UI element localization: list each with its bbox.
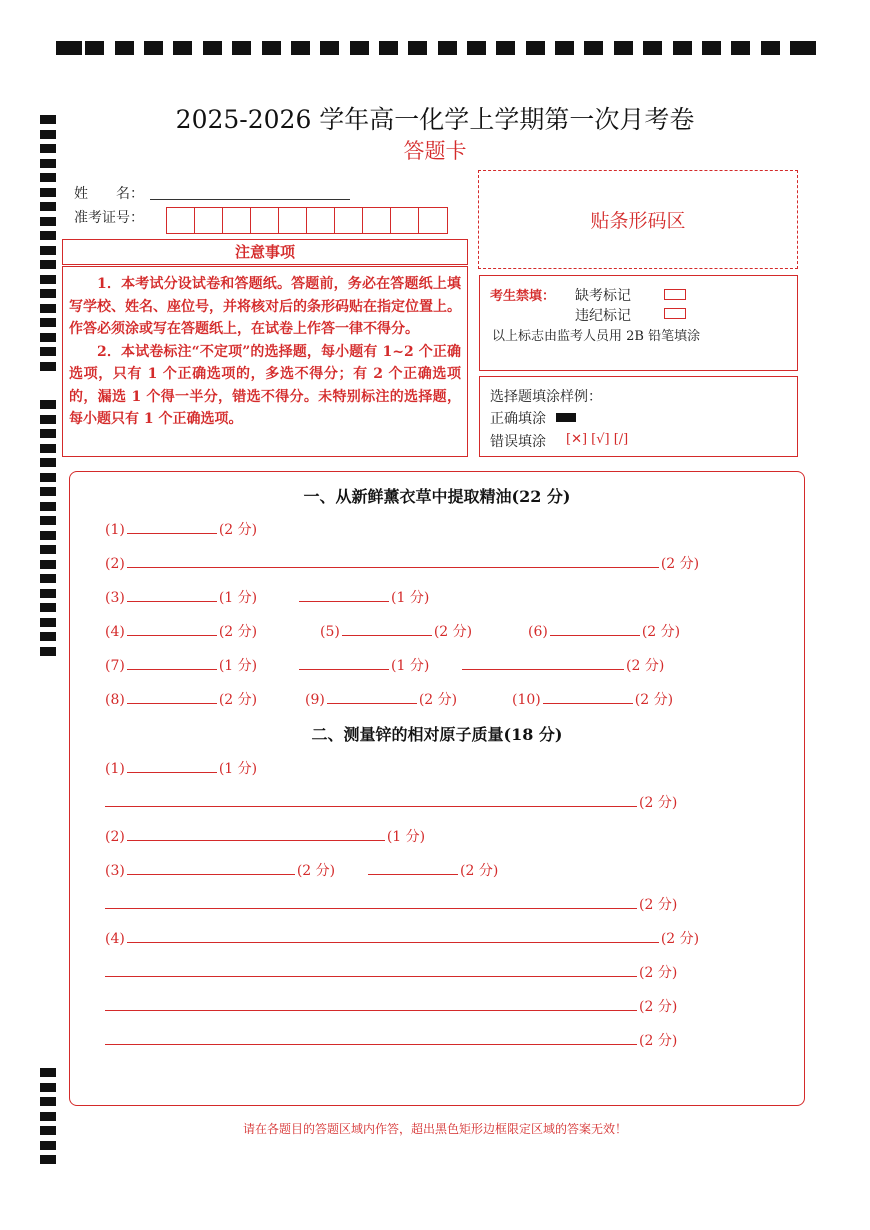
timing-mark [40,415,56,424]
timing-mark [85,41,104,55]
answer-blank[interactable] [127,519,217,534]
score-label: (2 分) [418,692,458,708]
score-label: (2 分) [460,863,499,879]
violation-mark-box[interactable] [664,308,686,319]
s1-row-2 [105,553,699,573]
timing-mark [173,41,192,55]
fill-example-box [479,376,798,457]
notice-body [62,266,468,457]
answer-blank[interactable] [127,655,217,670]
timing-mark [40,429,56,438]
timing-mark [614,41,633,55]
absent-mark-box[interactable] [664,289,686,300]
answer-blank[interactable] [368,860,458,875]
timing-mark [40,347,56,356]
section-2-title: 二、测量锌的相对原子质量(18 分) [311,725,563,744]
timing-mark [40,589,56,598]
timing-mark [40,487,56,496]
s2-row-3c [105,894,677,914]
score-label: (1 分) [391,590,430,606]
question-number: (5) [320,624,340,640]
timing-mark [40,516,56,525]
id-digit-box[interactable] [223,208,251,233]
question-number: (1) [105,522,125,538]
answer-blank[interactable] [127,928,659,943]
timing-mark [40,545,56,554]
timing-mark [232,41,251,55]
timing-mark [761,41,780,55]
id-digit-box[interactable] [335,208,363,233]
timing-mark [496,41,515,55]
s2-row-3 [105,860,335,880]
timing-mark [40,502,56,511]
barcode-area [478,170,798,269]
s1-row-9 [305,689,457,709]
timing-mark [40,1083,56,1092]
timing-mark [40,473,56,482]
timing-mark [40,632,56,641]
timing-mark [526,41,545,55]
correct-fill-mark [556,413,576,422]
timing-mark [40,444,56,453]
answer-blank[interactable] [299,587,389,602]
timing-mark [673,41,692,55]
s2-row-4b [105,962,677,982]
timing-mark [40,333,56,342]
timing-mark [40,318,56,327]
timing-mark [40,202,56,211]
score-label: (1 分) [391,658,430,674]
timing-mark [40,603,56,612]
score-label: (2 分) [218,692,258,708]
s2-row-2 [105,826,425,846]
score-label: (2 分) [634,692,674,708]
question-number: (8) [105,692,125,708]
proctor-marks-box [479,275,798,371]
violation-label: 违纪标记 [575,308,631,324]
answer-blank[interactable] [327,689,417,704]
answer-blank[interactable] [127,826,385,841]
proctor-note: 以上标志由监考人员用 2B 铅笔填涂 [492,329,701,344]
s2-row-4c [105,996,677,1016]
timing-mark [40,173,56,182]
answer-blank[interactable] [550,621,640,636]
timing-mark [555,41,574,55]
answer-blank[interactable] [127,621,217,636]
answer-blank[interactable] [299,655,389,670]
timing-mark [584,41,603,55]
timing-mark [40,1141,56,1150]
timing-mark [40,400,56,409]
question-number: (2) [105,556,125,572]
s1-row-7c [460,655,664,675]
timing-mark [144,41,163,55]
name-field[interactable] [150,183,350,200]
score-label: (2 分) [296,863,336,879]
notice-item-2: 2．本试卷标注“不定项”的选择题，每小题有 1~2 个正确选项，只有 1 个正确选项的，多选不得分；有 2 个正确选项的，漏选 1 个得一半分，错选不得分。未特别标注的选择题，每小题只有 1 个正确选项。 [69,343,461,427]
timing-mark [438,41,457,55]
score-label: (1 分) [386,829,426,845]
question-number: (4) [105,624,125,640]
s1-row-3 [105,587,257,607]
score-label: (2 分) [639,999,678,1015]
s1-row-10 [512,689,673,709]
timing-mark [40,458,56,467]
s2-row-4d [105,1030,677,1050]
answer-blank[interactable] [543,689,633,704]
score-label: (2 分) [641,624,681,640]
s2-row-4 [105,928,699,948]
id-digit-box[interactable] [391,208,419,233]
answer-blank[interactable] [105,962,637,977]
s1-row-7 [105,655,257,675]
timing-mark [40,260,56,269]
barcode-area-label: 贴条形码区 [590,210,686,232]
timing-mark [379,41,398,55]
id-digit-box[interactable] [195,208,223,233]
timing-mark [40,531,56,540]
s2-row-3b [366,860,498,880]
id-digit-box[interactable] [251,208,279,233]
score-label: (2 分) [433,624,473,640]
question-number: (7) [105,658,125,674]
s1-row-7b [297,655,429,675]
answer-blank[interactable] [127,587,217,602]
s1-row-6 [528,621,680,641]
left-timing-marks-bottom [40,1068,56,1168]
question-number: (10) [512,692,541,708]
section-1-title: 一、从新鲜薰衣草中提取精油(22 分) [303,487,571,506]
timing-mark [115,41,134,55]
question-number: (3) [105,590,125,606]
timing-mark [203,41,222,55]
left-timing-marks-lower [40,400,56,660]
notice-heading: 注意事项 [62,239,468,265]
score-label: (2 分) [660,556,700,572]
score-label: (1 分) [218,761,258,777]
score-label: (2 分) [639,795,678,811]
exam-id-boxes[interactable] [166,207,448,234]
score-label: (2 分) [639,1033,678,1049]
answer-blank[interactable] [462,655,624,670]
name-label: 姓 名： [74,186,144,202]
s1-row-8 [105,689,257,709]
timing-mark [40,618,56,627]
timing-mark [40,1097,56,1106]
wrong-fill-marks: [✕] [√] [/] [566,432,629,447]
timing-mark [40,362,56,371]
score-label: (2 分) [218,624,258,640]
timing-mark [40,574,56,583]
score-label: (1 分) [218,658,258,674]
timing-mark [40,647,56,656]
timing-mark [350,41,369,55]
answer-blank[interactable] [105,996,637,1011]
id-digit-box[interactable] [279,208,307,233]
timing-mark [40,231,56,240]
score-label: (2 分) [218,522,258,538]
timing-mark [643,41,662,55]
answer-blank[interactable] [127,758,217,773]
timing-mark [467,41,486,55]
timing-mark [40,289,56,298]
timing-mark [40,217,56,226]
score-label: (2 分) [639,965,678,981]
page-title: 2025-2026 学年高一化学上学期第一次月考卷 [175,105,695,134]
timing-mark [291,41,310,55]
page-subtitle: 答题卡 [403,139,467,163]
top-timing-marks [56,41,816,55]
timing-mark [262,41,281,55]
s1-row-1 [105,519,257,539]
id-digit-box[interactable] [419,208,447,233]
answer-blank[interactable] [342,621,432,636]
footer-warning: 请在各题目的答题区域内作答，超出黑色矩形边框限定区域的答案无效！ [242,1122,627,1136]
absent-label: 缺考标记 [575,288,631,304]
correct-fill-label: 正确填涂 [490,411,546,427]
answer-blank[interactable] [127,553,659,568]
question-number: (3) [105,863,125,879]
timing-mark [56,41,82,55]
score-label: (2 分) [660,931,700,947]
notice-item-1: 1．本考试分设试卷和答题纸。答题前，务必在答题纸上填写学校、姓名、座位号，并将核对后的条形码贴在指定位置上。作答必须涂或写在答题纸上，在试卷上作答一律不得分。 [69,276,461,337]
s1-row-4 [105,621,257,641]
exam-id-label: 准考证号： [74,210,144,226]
answer-blank[interactable] [105,894,637,909]
answer-blank[interactable] [127,860,295,875]
timing-mark [40,1155,56,1164]
answer-blank[interactable] [127,689,217,704]
fill-example-label: 选择题填涂样例： [490,389,602,405]
timing-mark [408,41,427,55]
question-number: (6) [528,624,548,640]
timing-mark [40,560,56,569]
question-number: (9) [305,692,325,708]
score-label: (1 分) [218,590,258,606]
timing-mark [40,188,56,197]
question-number: (2) [105,829,125,845]
timing-mark [790,41,816,55]
score-label: (2 分) [626,658,665,674]
id-digit-box[interactable] [167,208,195,233]
timing-mark [40,246,56,255]
wrong-fill-label: 错误填涂 [490,434,546,450]
s2-row-1b [105,792,677,812]
id-digit-box[interactable] [363,208,391,233]
question-number: (4) [105,931,125,947]
s2-row-1 [105,758,257,778]
timing-mark [40,275,56,284]
timing-mark [40,1068,56,1077]
timing-mark [731,41,750,55]
forbid-label: 考生禁填： [490,289,556,304]
s1-row-3b [297,587,429,607]
timing-mark [320,41,339,55]
answer-blank[interactable] [105,1030,637,1045]
timing-mark [40,304,56,313]
answer-blank[interactable] [105,792,637,807]
score-label: (2 分) [639,897,678,913]
s1-row-5 [320,621,472,641]
timing-mark [702,41,721,55]
id-digit-box[interactable] [307,208,335,233]
question-number: (1) [105,761,125,777]
